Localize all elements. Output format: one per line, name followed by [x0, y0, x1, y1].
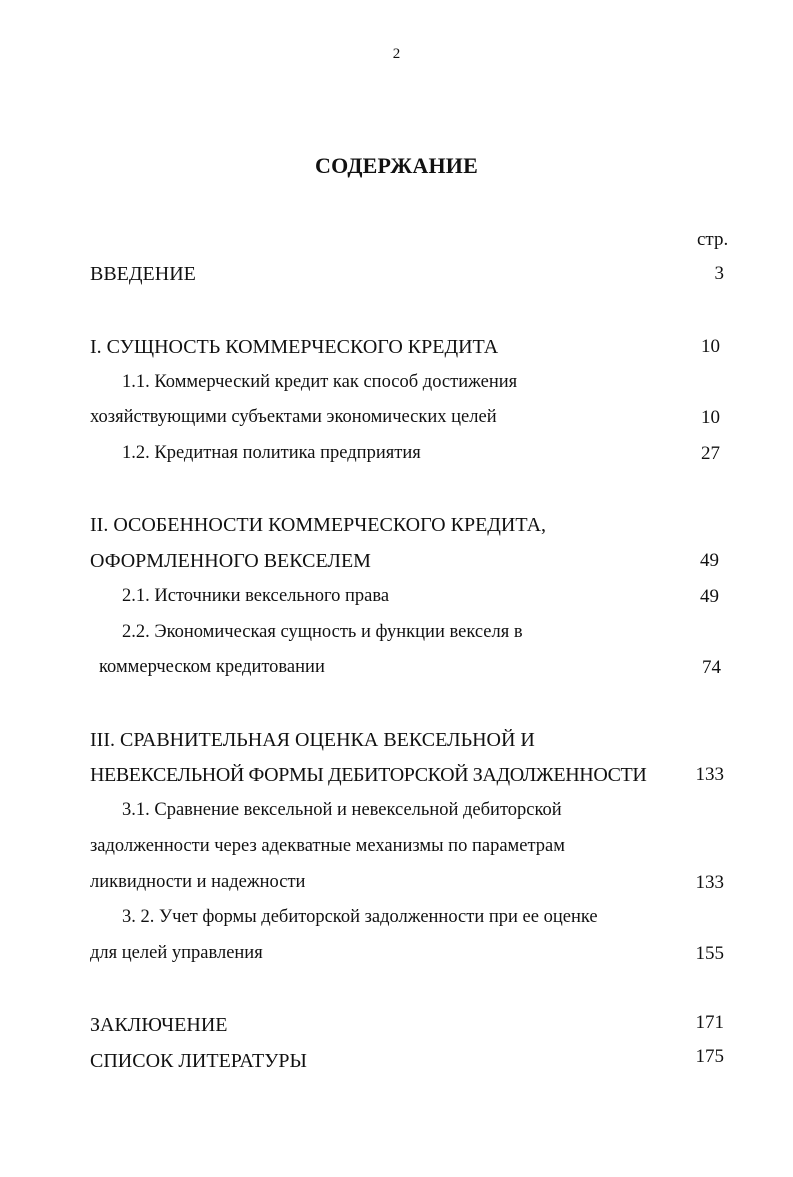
- toc-entry-chapter-3-line1: III. СРАВНИТЕЛЬНАЯ ОЦЕНКА ВЕКСЕЛЬНОЙ И: [90, 729, 535, 751]
- page-number: 2: [392, 46, 401, 62]
- toc-page-3-2: 155: [695, 943, 724, 964]
- toc-entry-2-2-line2: коммерческом кредитовании: [99, 657, 325, 677]
- toc-entry-1-1-line1: 1.1. Коммерческий кредит как способ достижения: [122, 372, 518, 392]
- toc-page-introduction: 3: [714, 263, 724, 284]
- toc-entry-chapter-1: I. СУЩНОСТЬ КОММЕРЧЕСКОГО КРЕДИТА: [90, 336, 499, 358]
- toc-page-conclusion: 171: [695, 1012, 724, 1033]
- toc-page-chapter-1: 10: [701, 336, 720, 357]
- toc-page-chapter-2: 49: [700, 550, 719, 571]
- toc-entry-2-1: 2.1. Источники вексельного права: [122, 586, 390, 606]
- page-title: СОДЕРЖАНИЕ: [315, 153, 478, 178]
- toc-page-3-1: 133: [695, 872, 724, 893]
- toc-entry-1-1-line2: хозяйствующими субъектами экономических целей: [90, 407, 497, 427]
- toc-entry-conclusion: ЗАКЛЮЧЕНИЕ: [90, 1014, 228, 1036]
- toc-page-literature: 175: [695, 1046, 724, 1067]
- toc-page-1-2: 27: [701, 443, 720, 464]
- toc-entry-chapter-3-line2: НЕВЕКСЕЛЬНОЙ ФОРМЫ ДЕБИТОРСКОЙ ЗАДОЛЖЕННОСТИ: [90, 764, 647, 786]
- toc-entry-3-1-line3: ликвидности и надежности: [90, 872, 306, 892]
- toc-entry-chapter-2-line2: ОФОРМЛЕННОГО ВЕКСЕЛЕМ: [90, 550, 371, 572]
- toc-entry-literature: СПИСОК ЛИТЕРАТУРЫ: [90, 1050, 307, 1072]
- toc-entry-introduction: ВВЕДЕНИЕ: [90, 263, 196, 285]
- toc-entry-3-2-line1: 3. 2. Учет формы дебиторской задолженности при ее оценке: [122, 907, 598, 927]
- toc-entry-1-2: 1.2. Кредитная политика предприятия: [122, 443, 421, 463]
- toc-entry-2-2-line1: 2.2. Экономическая сущность и функции векселя в: [122, 622, 523, 642]
- toc-entry-3-1-line2: задолженности через адекватные механизмы по параметрам: [90, 836, 565, 856]
- toc-page-1-1: 10: [701, 407, 720, 428]
- page-column-label: стр.: [697, 229, 729, 250]
- toc-entry-chapter-2-line1: II. ОСОБЕННОСТИ КОММЕРЧЕСКОГО КРЕДИТА,: [90, 514, 547, 536]
- toc-page-2-1: 49: [700, 586, 719, 607]
- toc-entry-3-1-line1: 3.1. Сравнение вексельной и невексельной дебиторской: [122, 800, 562, 820]
- toc-entry-3-2-line2: для целей управления: [90, 943, 263, 963]
- toc-page-2-2: 74: [702, 657, 721, 678]
- toc-page-chapter-3: 133: [695, 764, 724, 785]
